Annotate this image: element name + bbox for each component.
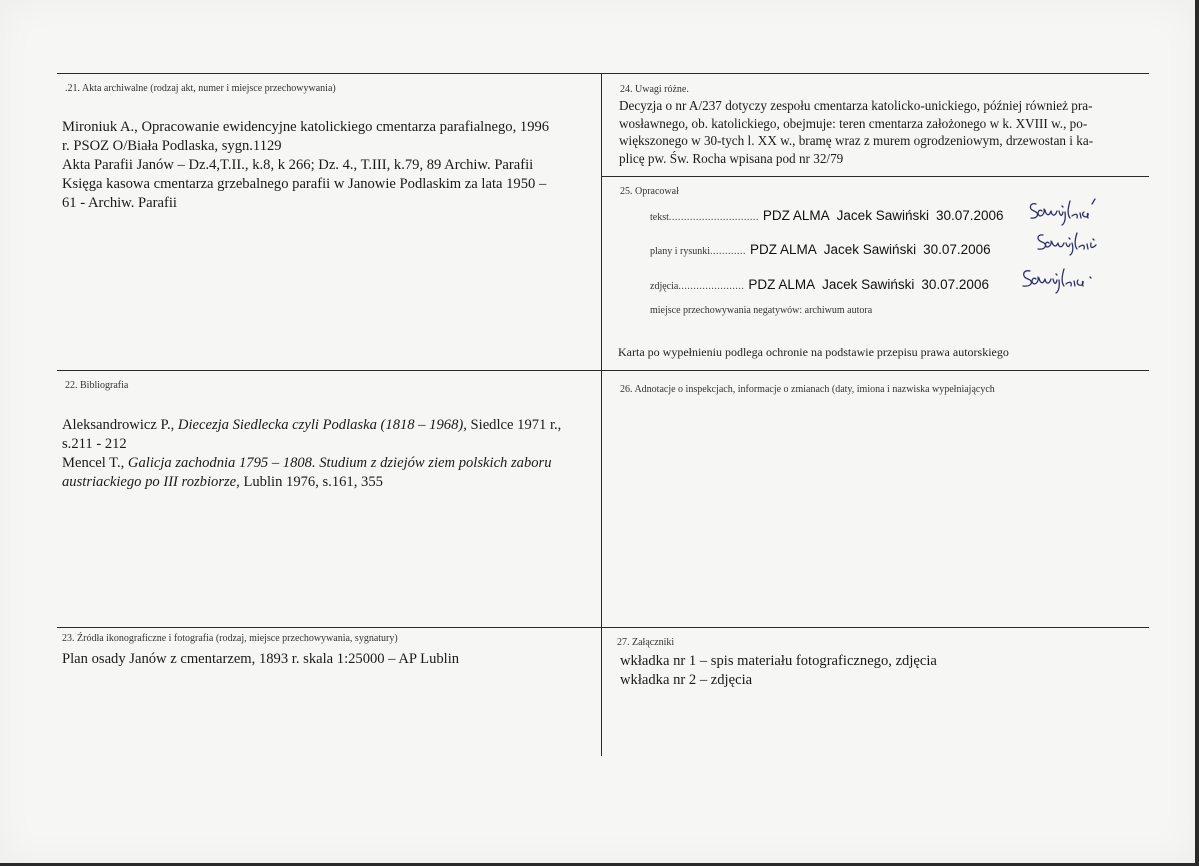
author-row-text bbox=[650, 207, 1011, 225]
row-label: plany i rysunki bbox=[650, 246, 710, 257]
section-24-line: większonego w 30-tych l. XX w., bramę wraz z murem ogrodzeniowym, drzewostan i ka- bbox=[619, 133, 1094, 148]
entry-title: Diecezja Siedlecka czyli Podlaska (1818 – 1968), bbox=[177, 417, 467, 433]
entry-author: Mencel T., bbox=[62, 455, 128, 471]
row-label: tekst bbox=[650, 212, 669, 223]
section-21-line: Akta Parafii Janów – Dz.4,T.II., k.8, k 266; Dz. 4., T.III, k.79, 89 Archiw. Parafii bbox=[62, 157, 534, 173]
lower-rule bbox=[57, 627, 1149, 628]
rule-25-top bbox=[602, 176, 1149, 177]
entry-title: Galicja zachodnia 1795 – 1808. Studium z dziejów ziem polskich zaboru bbox=[127, 455, 552, 471]
section-27-label: 27. Załączniki bbox=[617, 637, 675, 648]
top-rule bbox=[57, 73, 1149, 74]
section-21-line: 61 - Archiw. Parafii bbox=[62, 195, 177, 211]
section-25-label: 25. Opracował bbox=[620, 186, 679, 197]
row-date: 30.07.2006 bbox=[935, 208, 1004, 223]
section-26-label: 26. Adnotacje o inspekcjach, informacje o zmianach (daty, imiona i nazwiska wypełniających bbox=[620, 384, 995, 395]
center-divider bbox=[601, 73, 602, 756]
entry-details: Siedlce 1971 r., bbox=[466, 417, 562, 433]
row-value bbox=[748, 277, 996, 292]
section-21-line: Mironiuk A., Opracowanie ewidencyjne katolickiego cmentarza parafialnego, 1996 bbox=[62, 119, 550, 135]
section-24-body bbox=[619, 97, 1145, 167]
section-22-body bbox=[62, 416, 602, 492]
row-dots: .............................. bbox=[668, 212, 759, 223]
bibliography-entry-1 bbox=[62, 416, 602, 435]
row-value bbox=[763, 208, 1011, 223]
row-name: Jacek Sawiński bbox=[822, 277, 915, 292]
bibliography-entry-2-cont bbox=[62, 473, 602, 492]
section-23-body: Plan osady Janów z cmentarzem, 1893 r. skala 1:25000 – AP Lublin bbox=[62, 651, 460, 667]
section-21-line: r. PSOZ O/Biała Podlaska, sygn.1129 bbox=[62, 138, 282, 154]
section-24-line: Decyzja o nr A/237 dotyczy zespołu cmentarza katolicko-unickiego, później również pra- bbox=[619, 98, 1093, 113]
bibliography-entry-2 bbox=[62, 454, 602, 473]
row-dots: ...................... bbox=[678, 281, 745, 292]
entry-title: austriackiego po III rozbiorze, bbox=[62, 474, 240, 490]
row-name: Jacek Sawiński bbox=[823, 242, 917, 257]
author-row-plans bbox=[650, 241, 998, 259]
row-org: PDZ ALMA bbox=[748, 277, 816, 292]
row-value bbox=[750, 242, 998, 257]
entry-author: Aleksandrowicz P., bbox=[62, 417, 178, 433]
entry-details: Lublin 1976, s.161, 355 bbox=[239, 474, 383, 490]
section-24-label: 24. Uwagi różne. bbox=[620, 84, 689, 95]
row-name: Jacek Sawiński bbox=[836, 208, 929, 223]
section-27-body bbox=[620, 652, 937, 690]
row-org: PDZ ALMA bbox=[750, 242, 817, 257]
row-dots: ............ bbox=[710, 246, 746, 257]
negatives-location: miejsce przechowywania negatywów: archiwum autora bbox=[650, 305, 873, 316]
section-22-label: 22. Bibliografia bbox=[65, 380, 129, 391]
section-21-body bbox=[62, 118, 592, 213]
author-row-photos bbox=[650, 276, 996, 294]
signature-1 bbox=[1026, 196, 1108, 226]
signature-2 bbox=[1034, 228, 1104, 256]
section-24-line: plicę pw. Św. Rocha wpisana pod nr 32/79 bbox=[619, 150, 844, 166]
signature-3 bbox=[1018, 263, 1106, 295]
copyright-note: Karta po wypełnieniu podlega ochronie na podstawie przepisu prawa autorskiego bbox=[618, 345, 1009, 359]
scan-edge-right bbox=[1195, 0, 1199, 866]
attachment-item: wkładka nr 2 – zdjęcia bbox=[620, 672, 753, 688]
section-21-line: Księga kasowa cmentarza grzebalnego parafii w Janowie Podlaskim za lata 1950 – bbox=[62, 176, 547, 192]
row-date: 30.07.2006 bbox=[921, 277, 989, 292]
row-label: zdjęcia bbox=[650, 281, 679, 292]
bibliography-entry-1-pages: s.211 - 212 bbox=[62, 436, 127, 452]
attachment-item: wkładka nr 1 – spis materiału fotograficznego, zdjęcia bbox=[620, 653, 937, 669]
row-org: PDZ ALMA bbox=[762, 208, 830, 223]
section-23-label: 23. Źródła ikonograficzne i fotografia (rodzaj, miejsce przechowywania, sygnatury) bbox=[62, 633, 398, 644]
middle-rule bbox=[57, 370, 1149, 371]
row-date: 30.07.2006 bbox=[923, 242, 991, 257]
section-21-label: .21. Akta archiwalne (rodzaj akt, numer i miejsce przechowywania) bbox=[65, 83, 336, 94]
section-24-line: wosławnego, ob. katolickiego, obejmuje: teren cmentarza założonego w k. XVIII w., po- bbox=[619, 115, 1088, 131]
